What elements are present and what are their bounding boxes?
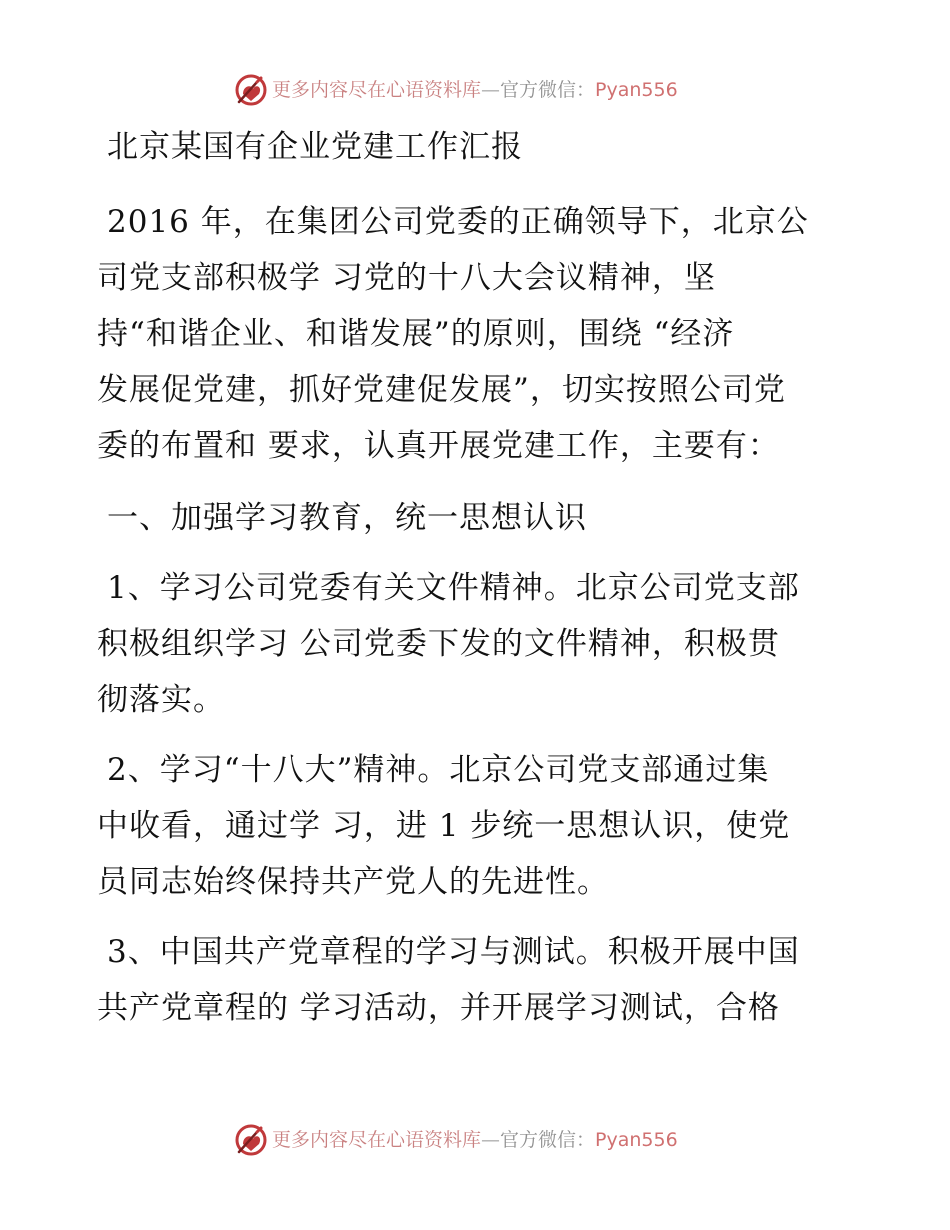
header-separator: — [481,79,501,101]
paragraph-line: 3、中国共产党章程的学习与测试。积极开展中国 [107,934,800,970]
paragraph-line: 彻落实。 [97,682,225,718]
paragraph-line: 委的布置和 要求，认真开展党建工作，主要有： [97,428,780,464]
heart-pen-logo-icon [233,1122,269,1158]
header-official: 官方微信： [500,79,596,101]
paragraph-line: 1、学习公司党委有关文件精神。北京公司党支部 [107,570,800,606]
paragraph-line: 发展促党建，抓好党建促发展”，切实按照公司党 [97,372,786,408]
list-item [97,742,857,910]
intro-paragraph [97,194,857,474]
footer-wechat-id: Pyan556 [595,1129,678,1151]
footer-separator: — [481,1129,501,1151]
section-heading-text: 一、加强学习教育，统一思想认识 [107,500,587,536]
header-brand: 更多内容尽在心语资料库 [272,79,482,101]
header-banner [0,70,950,110]
footer-brand: 更多内容尽在心语资料库 [272,1129,482,1151]
document-title: 北京某国有企业党建工作汇报 [107,129,523,165]
heart-pen-logo-icon [233,72,269,108]
paragraph-line: 共产党章程的 学习活动，并开展学习测试，合格 [97,990,780,1026]
paragraph-line: 司党支部积极学 习党的十八大会议精神，坚 [97,260,716,296]
paragraph-line: 2、学习“十八大”精神。北京公司党支部通过集 [107,752,770,788]
header-banner-text [272,78,678,102]
paragraph-line: 中收看，通过学 习，进 1 步统一思想认识，使党 [97,808,791,844]
paragraph-line: 持“和谐企业、和谐发展”的原则，围绕 “经济 [97,316,735,352]
footer-official: 官方微信： [500,1129,596,1151]
paragraph-line: 积极组织学习 公司党委下发的文件精神，积极贯 [97,626,780,662]
paragraph-line: 2016 年，在集团公司党委的正确领导下，北京公 [107,204,809,240]
footer-banner-text [272,1128,678,1152]
footer-banner [0,1120,950,1160]
list-item [97,560,857,728]
header-wechat-id: Pyan556 [595,79,678,101]
document-content [97,122,857,1036]
section-heading [97,490,857,546]
list-item [97,924,857,1036]
paragraph-line: 员同志始终保持共产党人的先进性。 [97,864,609,900]
